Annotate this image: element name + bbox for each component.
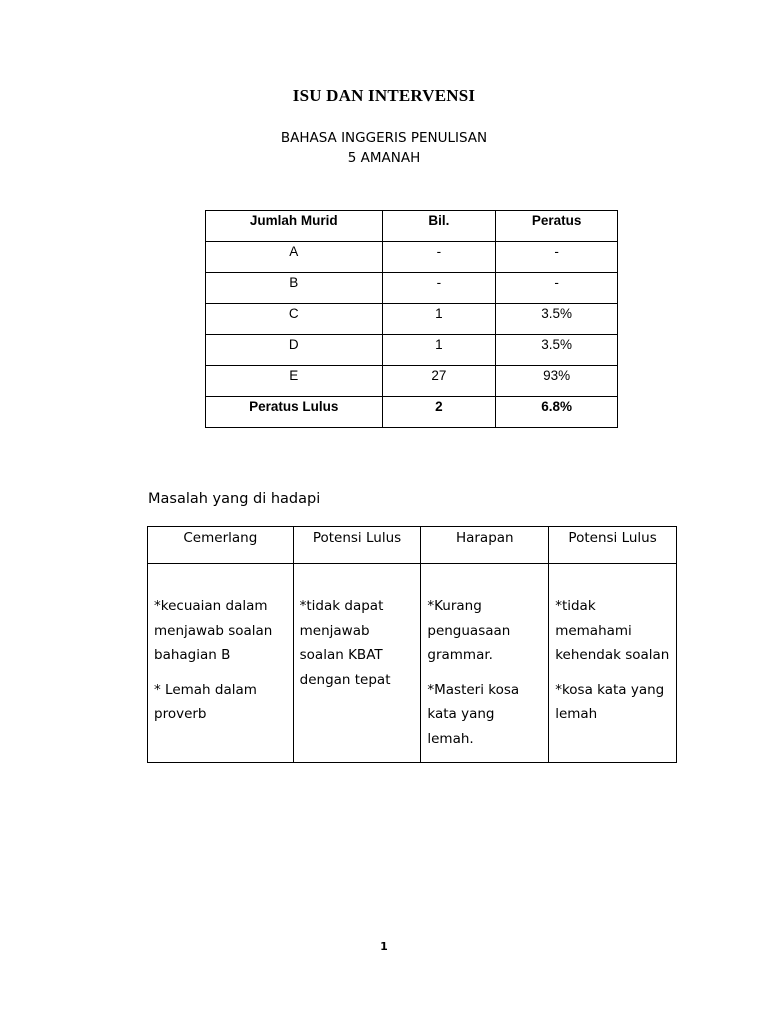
percent-cell: - (496, 242, 618, 273)
count-cell: 27 (382, 366, 496, 397)
count-cell: - (382, 242, 496, 273)
grade-cell: D (206, 335, 383, 366)
column-header: Cemerlang (148, 527, 294, 564)
table-row (206, 366, 618, 397)
problem-item: *kosa kata yang lemah (555, 681, 665, 722)
column-header: Potensi Lulus (293, 527, 421, 564)
problems-heading: Masalah yang di hadapi (148, 491, 321, 507)
page-number: 1 (380, 940, 388, 953)
count-cell: - (382, 273, 496, 304)
column-header: Bil. (382, 211, 496, 242)
percent-cell: 3.5% (496, 304, 618, 335)
table-row (206, 273, 618, 304)
percent-cell: 3.5% (496, 335, 618, 366)
table-row (148, 564, 677, 763)
total-label-cell: Peratus Lulus (206, 397, 383, 428)
grade-table (205, 210, 618, 428)
total-row (206, 397, 618, 428)
total-count-cell: 2 (382, 397, 496, 428)
grade-cell: E (206, 366, 383, 397)
count-cell: 1 (382, 335, 496, 366)
problems-table (147, 526, 677, 763)
problem-item: *Masteri kosa kata yang lemah. (427, 681, 520, 747)
column-header: Jumlah Murid (206, 211, 383, 242)
class-title: 5 AMANAH (347, 150, 421, 166)
column-header: Potensi Lulus (549, 527, 677, 564)
table-row (206, 242, 618, 273)
problem-item: *Kurang penguasaan grammar. (427, 598, 511, 663)
total-percent-cell: 6.8% (496, 397, 618, 428)
problem-item: * Lemah dalam proverb (154, 681, 257, 722)
problem-cell-harapan (421, 564, 549, 763)
problem-item: *kecuaian dalam menjawab soalan bahagian B (154, 598, 273, 663)
percent-cell: 93% (496, 366, 618, 397)
grade-cell: A (206, 242, 383, 273)
table-row (206, 335, 618, 366)
grade-cell: C (206, 304, 383, 335)
problem-cell-cemerlang (148, 564, 294, 763)
count-cell: 1 (382, 304, 496, 335)
percent-cell: - (496, 273, 618, 304)
problem-item: *tidak dapat menjawab soalan KBAT dengan tepat (299, 598, 391, 688)
column-header: Harapan (421, 527, 549, 564)
table-header-row (206, 211, 618, 242)
table-row (206, 304, 618, 335)
problem-item: *tidak memahami kehendak soalan (555, 598, 670, 663)
subject-title: BAHASA INGGERIS PENULISAN (280, 130, 488, 146)
column-header: Peratus (496, 211, 618, 242)
grade-cell: B (206, 273, 383, 304)
problem-cell-potensi-lulus (293, 564, 421, 763)
problem-cell-potensi-lulus-2 (549, 564, 677, 763)
table-header-row (148, 527, 677, 564)
document-title: ISU DAN INTERVENSI (292, 86, 476, 105)
